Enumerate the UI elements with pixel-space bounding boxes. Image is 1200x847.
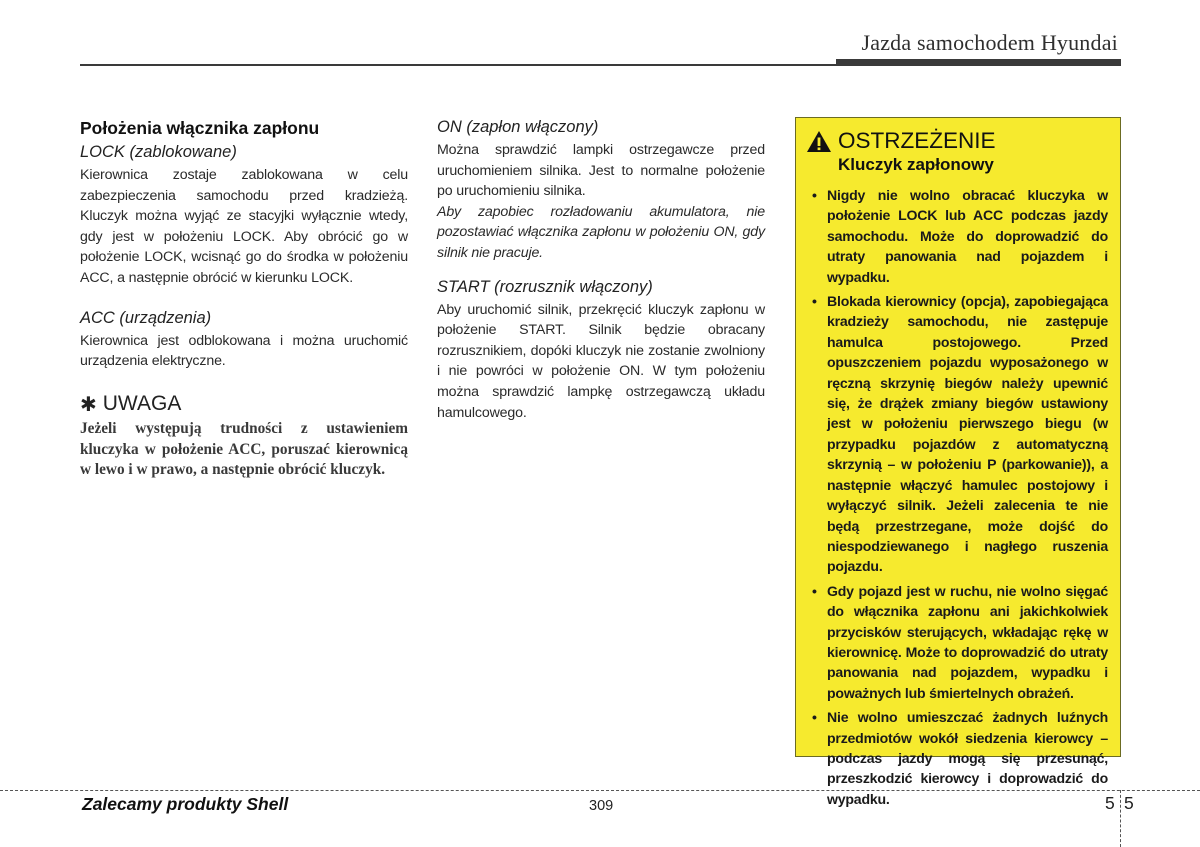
start-text: Aby uruchomić silnik, przekręcić kluczyk zapłonu w położenie START. Silnik będzie obracany rozrusznikiem, dopóki kluczyk nie zostanie zwolniony i nie powróci w położenie ON. W tym położeniu można sprawdzić lampkę ostrzegawczą układu hamulcowego. [437,301,765,421]
section-title: Położenia włącznika zapłonu [80,118,320,138]
lock-subtitle: LOCK (zablokowane) [80,143,237,161]
warning-item: • Nigdy nie wolno obracać kluczyka w położenie LOCK lub ACC podczas jazdy samochodu. Może do doprowadzić do utraty panowania nad pojazdem i wypadku. [806,185,1108,287]
warning-subtitle: Kluczyk zapłonowy [838,155,994,174]
note-text: Jeżeli występują trudności z ustawieniem kluczyka w położenie ACC, poruszać kierownicą w lewo i w prawo, a następnie obrócić kluczyk. [80,419,408,479]
footer-brand-text: Zalecamy produkty Shell [82,794,289,814]
section-number: 5 [1105,793,1115,813]
warning-box [795,117,1121,807]
warning-item: • Blokada kierownicy (opcja), zapobiegająca kradzieży samochodu, nie zastępuje hamulca postojowego. Przed opuszczeniem pojazdu wyposażonego w ręczną skrzynię biegów należy upewnić się, że drążek zmiany biegów ustawiony jest w położeniu pierwszego biegu (w przypadku pojazdów z automatyczną skrzynią – w położeniu P (parkowanie)), a następnie włączyć hamulec postojowy i wyłączyć silnik. Jeżeli zalecenia te nie będą przestrzegane, może dojść do niespodziewanego i nagłego ruszenia pojazdu. [806,291,1108,577]
note-title: UWAGA [102,392,182,416]
page-header-title: Jazda samochodem Hyundai [861,30,1118,55]
footer-divider [0,790,1200,791]
footer-vertical-divider [1120,790,1121,847]
on-italic-text: Aby zapobiec rozładowaniu akumulatora, nie pozostawiać włącznika zapłonu w położeniu ON, gdy silnik nie pracuje. [437,203,765,261]
middle-column [437,118,765,423]
warning-heading [806,128,1108,154]
start-subtitle: START (rozrusznik włączony) [437,277,653,296]
header-rule [80,64,1121,66]
warning-list [806,185,1108,809]
note-heading [80,392,408,417]
on-text: Można sprawdzić lampki ostrzegawcze przed uruchomieniem silnika. Jest to normalne położenie po uruchomieniu silnika. [437,142,765,200]
warning-item: • Nie wolno umieszczać żadnych luźnych przedmiotów wokół siedzenia kierowcy – podczas jazdy mogą się przesunąć, przeszkodzić kierowcy i doprowadzić do wypadku. [806,707,1108,809]
left-column [80,118,408,481]
section-page-number: 5 [1124,793,1134,813]
warning-item: • Gdy pojazd jest w ruchu, nie wolno sięgać do włącznika zapłonu ani jakichkolwiek przycisków sterujących, wkładając rękę w kierownicę. Może to doprowadzić do utraty panowania nad pojazdem, wypadku i poważnych lub śmiertelnych obrażeń. [806,581,1108,703]
acc-text: Kierownica jest odblokowana i można uruchomić urządzenia elektryczne. [80,332,408,370]
acc-subtitle: ACC (urządzenia) [80,308,212,327]
warning-title: OSTRZEŻENIE [838,128,996,153]
page-number: 309 [589,798,614,814]
warning-triangle-icon [806,130,832,153]
on-subtitle: ON (zapłon włączony) [437,118,599,136]
lock-text: Kierownica zostaje zablokowana w celu zabezpieczenia samochodu przed kradzieżą. Kluczyk można wyjąć ze stacyjki wyłącznie wtedy, gdy jest w położeniu LOCK. Aby obrócić go w położenie LOCK, wcisnąć go do środka w położeniu ACC, a następnie obrócić w kierunku LOCK. [80,167,408,286]
asterisk-icon: ✱ [80,393,97,416]
